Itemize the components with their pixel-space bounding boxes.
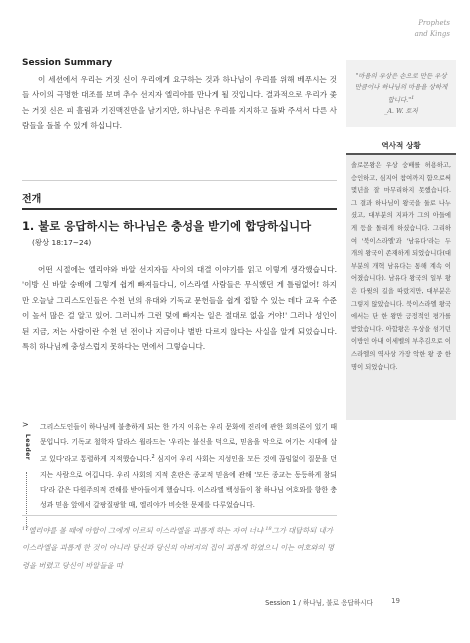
footer-session: Session 1 / 하나님, 불로 응답하시다 xyxy=(265,599,373,607)
quote-author: _A. W. 토저 xyxy=(384,107,418,115)
section-label: 전개 xyxy=(22,194,42,205)
body-paragraph: 어떤 시절에는 엘리야와 바알 선지자들 사이의 대결 이야기를 읽고 이렇게 생각했습니다. '이방 신 바알 숭배에 그렇게 쉽게 빠져들다니, 이스라엘 사람들은 무식했던 게 틀림없어! 하지만 오늘날 그리스도인들은 수천 년의 유대와 기독교 문헌들을 쉽게 접할 수 있는 데다 교육 수준이 높서 많은 걸 알고 있어. 그러니까 그런 덫에 빠지는 일은 절대로 없을 거야!' 그러나 성인이 된 지금, 저는 사람이란 수천 년 전이나 지금이나 별반 다르지 않다는 사실을 알게 되었습니다. 특히 하나님께 충성스럽지 못하다는 면에서 그렇습니다. xyxy=(22,265,337,352)
quote-box xyxy=(346,60,456,127)
page-number: 19 xyxy=(391,597,400,605)
leader-arrow-icon: > xyxy=(22,420,29,429)
header-line-2: and Kings xyxy=(414,30,450,38)
header-line-1: Prophets xyxy=(418,19,450,27)
divider xyxy=(22,180,337,181)
leader-label: Leader xyxy=(24,434,31,461)
scripture-reference: (왕상 18:17~24) xyxy=(32,238,92,247)
quote-text: "마음의 우상은 손으로 만든 우상만큼이나 하나님의 마음을 상하게 합니다."$^1$ _A. W. 토저 xyxy=(354,72,448,115)
section-rule xyxy=(22,208,337,210)
history-title: 역사적 상황 xyxy=(381,141,421,150)
summary-title: Session Summary xyxy=(22,58,113,68)
page-footer xyxy=(0,597,448,609)
summary-text: 이 세션에서 우리는 거짓 신이 우리에게 요구하는 것과 하나님이 우리를 위해 베푸시는 것들 사이의 극명한 대조를 보며 추수 선지자 엘리야를 만나게 될 것입니다. 결과적으로 우리가 좇는 거짓 신은 피 흘림과 기진맥진만을 남기지만, 하나님은 우리를 지지하고 돌봐 주셔서 다른 사람들을 돌볼 수 있게 하십니다. xyxy=(22,75,337,131)
scripture-verse: $^{17}$엘리야를 볼 때에 아합이 그에게 이르되 이스라엘을 괴롭게 하는 자여 너냐 $^{18}$그가 대답하되 내가 이스라엘을 괴롭게 한 것이 아니라 당신과 당신의 아버지의 집이 괴롭게 하였으니 이는 여호와의 명령을 버렸고 당신이 바알들을 따 xyxy=(22,526,335,570)
leader-text: 그리스도인들이 하나님께 불충하게 되는 한 가지 이유는 우리 문화에 진리에 관한 회의론이 있기 때문입니다. 기독교 철학자 달라스 윌라드는 '우리는 불신을 덕으로, 믿음을 악으로 여기는 시대에 살고 있다'라고 통렬하게 지적했습니다.$^2$ 심지어 우리 사회는 지성인을 모든 것에 끊임없이 질문을 던지는 사람으로 여깁니다. 우리 사회의 지적 혼란은 종교적 믿음에 관해 '모든 종교는 동등하게 참되다'라 같은 다원주의적 견해를 받아들이게 했습니다. 이스라엘 백성들이 참 하나님 여호와를 향한 충성과 믿음 앞에서 갈팡질팡할 때, 엘리야가 비슷한 문제를 다루었습니다. xyxy=(40,423,338,510)
verse-divider xyxy=(22,515,337,516)
history-box xyxy=(346,155,456,420)
history-text: 솔로몬왕은 우상 숭배를 허용하고, 승인하고, 심지어 참여까지 함으로써 몇년을 잘 마무리하지 못했습니다. 그 결과 하나님이 왕국을 둘로 나누셨고, 대부분의 지파가 그의 아들에게 등을 돌리게 하셨습니다. 그리하여 '북이스라엘'과 '남유다'라는 두 개의 왕국이 존재하게 되었습니다(대부분의 개혁 남유다는 통해 계속 이어졌습니다). 남유다 왕국의 일부 왕은 다윗의 길을 따랐지만, 대부분은 그렇지 않았습니다. 북이스라엘 왕국에서는 단 한 왕만 긍정적인 평가를 받았습니다. 아합왕은 우상을 섬기던 이방인 아내 이세벨의 부추김으로 이스라엘의 역사상 가장 악한 왕 중 한 명이 되었습니다. xyxy=(351,162,451,371)
book-header xyxy=(350,18,450,40)
point-heading: 1. 불로 응답하시는 하나님은 충성을 받기에 합당하십니다 xyxy=(22,219,312,233)
